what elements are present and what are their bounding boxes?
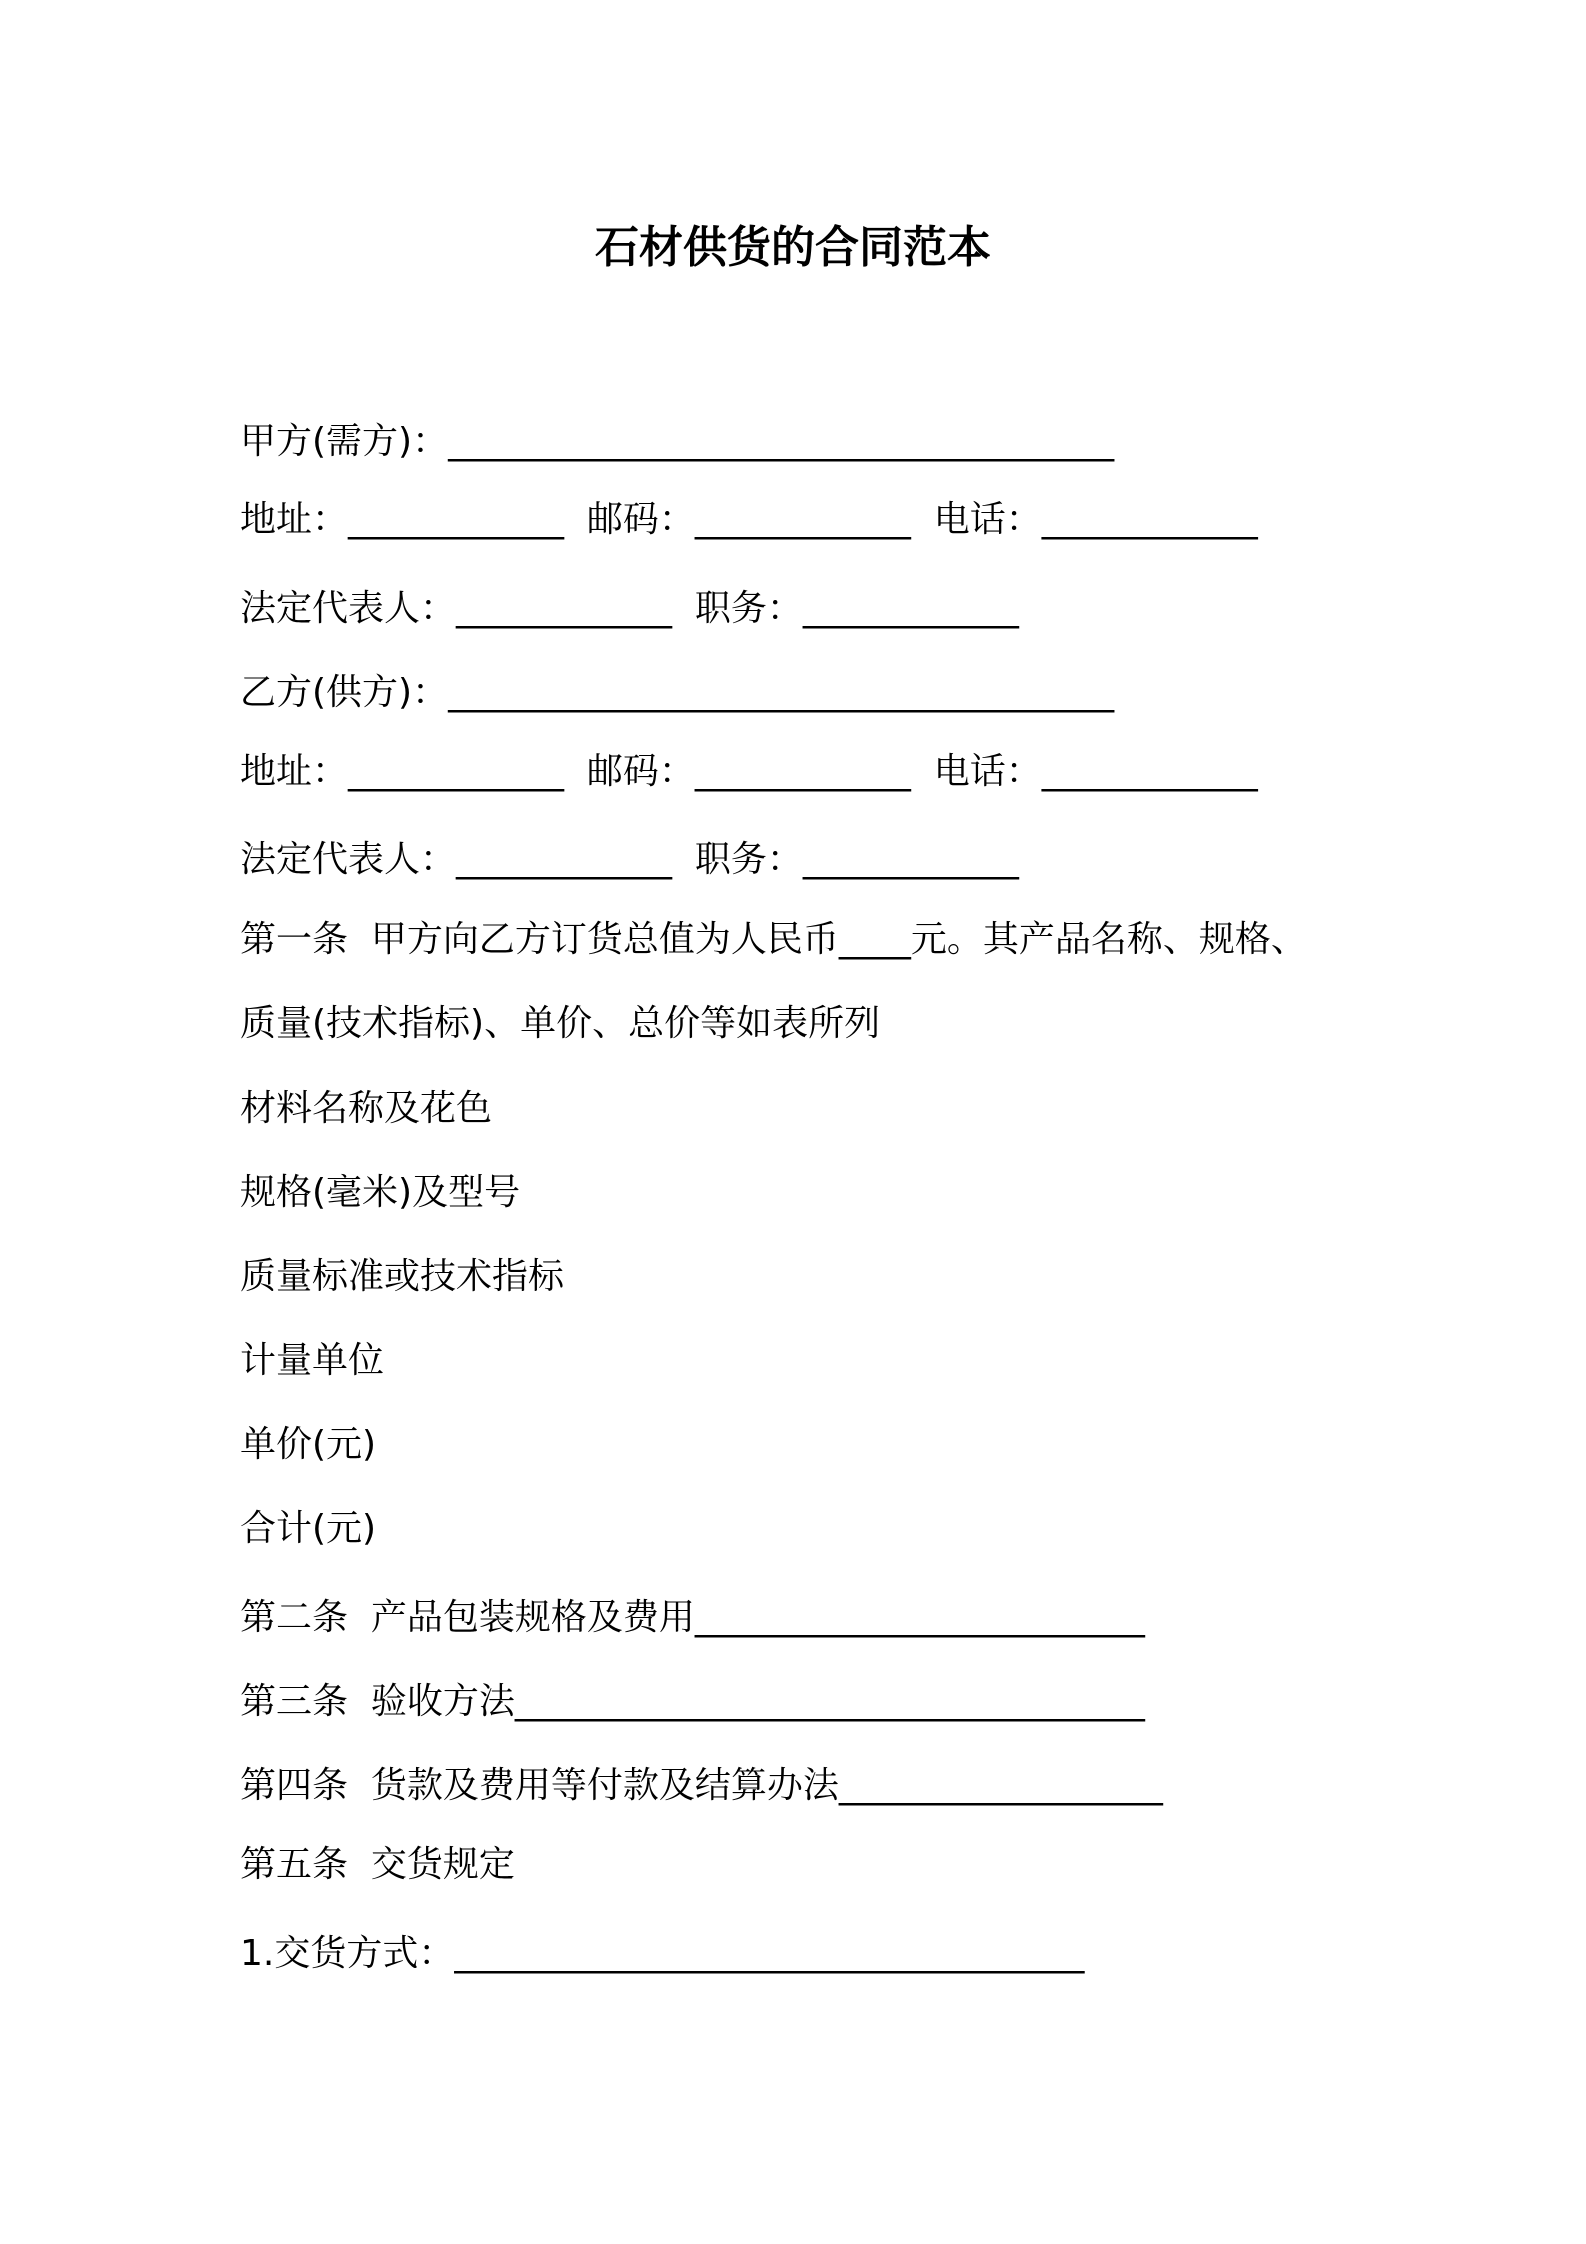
item-unit: 计量单位 — [240, 1340, 385, 1381]
delivery-method-line: 1.交货方式：___________________________________ — [240, 1933, 1085, 1974]
item-material-name: 材料名称及花色 — [240, 1088, 493, 1129]
item-specification: 规格(毫米)及型号 — [240, 1172, 521, 1213]
item-quality-standard: 质量标准或技术指标 — [240, 1256, 565, 1297]
document-title: 石材供货的合同范本 — [595, 222, 991, 273]
party-a-address-line: 地址：____________ 邮码：____________ 电话：____________ — [240, 499, 1258, 540]
article-5-line: 第五条 交货规定 — [240, 1844, 515, 1885]
party-a-representative-line: 法定代表人：____________ 职务：____________ — [240, 588, 1019, 629]
party-b-line: 乙方(供方)：_____________________________________ — [240, 672, 1115, 713]
article-3-line: 第三条 验收方法___________________________________ — [240, 1681, 1145, 1722]
party-a-line: 甲方(需方)：_____________________________________ — [240, 421, 1115, 462]
article-1-line-2: 质量(技术指标)、单价、总价等如表所列 — [240, 1003, 881, 1044]
article-4-line: 第四条 货款及费用等付款及结算办法__________________ — [240, 1765, 1163, 1806]
article-1-line-1: 第一条 甲方向乙方订货总值为人民币____元。其产品名称、规格、 — [240, 919, 1307, 960]
article-2-line: 第二条 产品包装规格及费用_________________________ — [240, 1597, 1145, 1638]
party-b-representative-line: 法定代表人：____________ 职务：____________ — [240, 839, 1019, 880]
item-unit-price: 单价(元) — [240, 1424, 377, 1465]
item-total: 合计(元) — [240, 1508, 377, 1549]
party-b-address-line: 地址：____________ 邮码：____________ 电话：____________ — [240, 751, 1258, 792]
